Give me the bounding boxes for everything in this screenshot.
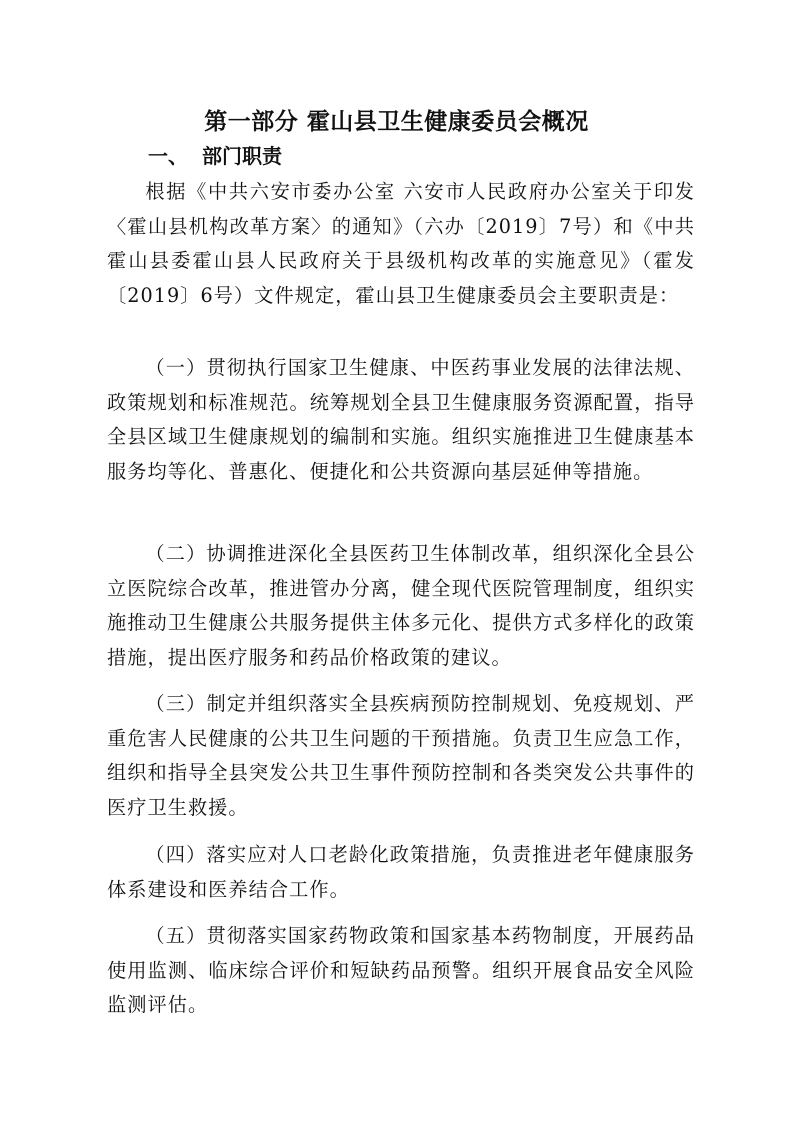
section-number: 一、 — [148, 144, 188, 168]
intro-paragraph: 根据《中共六安市委办公室 六安市人民政府办公室关于印发〈霍山县机构改革方案〉的通知》（六办〔2019〕7号）和《中共霍山县委霍山县人民政府关于县级机构改革的实施意见》（霍发〔2019〕6号）文件规定，霍山县卫生健康委员会主要职责是： — [107, 180, 695, 307]
duty-paragraph-1: （一）贯彻执行国家卫生健康、中医药事业发展的法律法规、政策规划和标准规范。统筹规划全县卫生健康服务资源配置，指导全县区域卫生健康规划的编制和实施。组织实施推进卫生健康基本服务均等化、普惠化、便捷化和公共资源向基层延伸等措施。 — [107, 356, 695, 483]
duty-paragraph-2: （二）协调推进深化全县医药卫生体制改革，组织深化全县公立医院综合改革，推进管办分离，健全现代医院管理制度，组织实施推动卫生健康公共服务提供主体多元化、提供方式多样化的政策措施，提出医疗服务和药品价格政策的建议。 — [107, 542, 695, 669]
section-heading — [148, 141, 282, 171]
duty-paragraph-4: （四）落实应对人口老龄化政策措施，负责推进老年健康服务体系建设和医养结合工作。 — [107, 843, 695, 901]
section-heading-text: 部门职责 — [202, 144, 282, 168]
duty-paragraph-5: （五）贯彻落实国家药物政策和国家基本药物制度，开展药品使用监测、临床综合评价和短缺药品预警。组织开展食品安全风险监测评估。 — [107, 924, 695, 1016]
duty-paragraph-3: （三）制定并组织落实全县疾病预防控制规划、免疫规划、严重危害人民健康的公共卫生问题的干预措施。负责卫生应急工作，组织和指导全县突发公共卫生事件预防控制和各类突发公共事件的医疗卫生救援。 — [107, 692, 695, 819]
document-title: 第一部分 霍山县卫生健康委员会概况 — [204, 109, 589, 136]
